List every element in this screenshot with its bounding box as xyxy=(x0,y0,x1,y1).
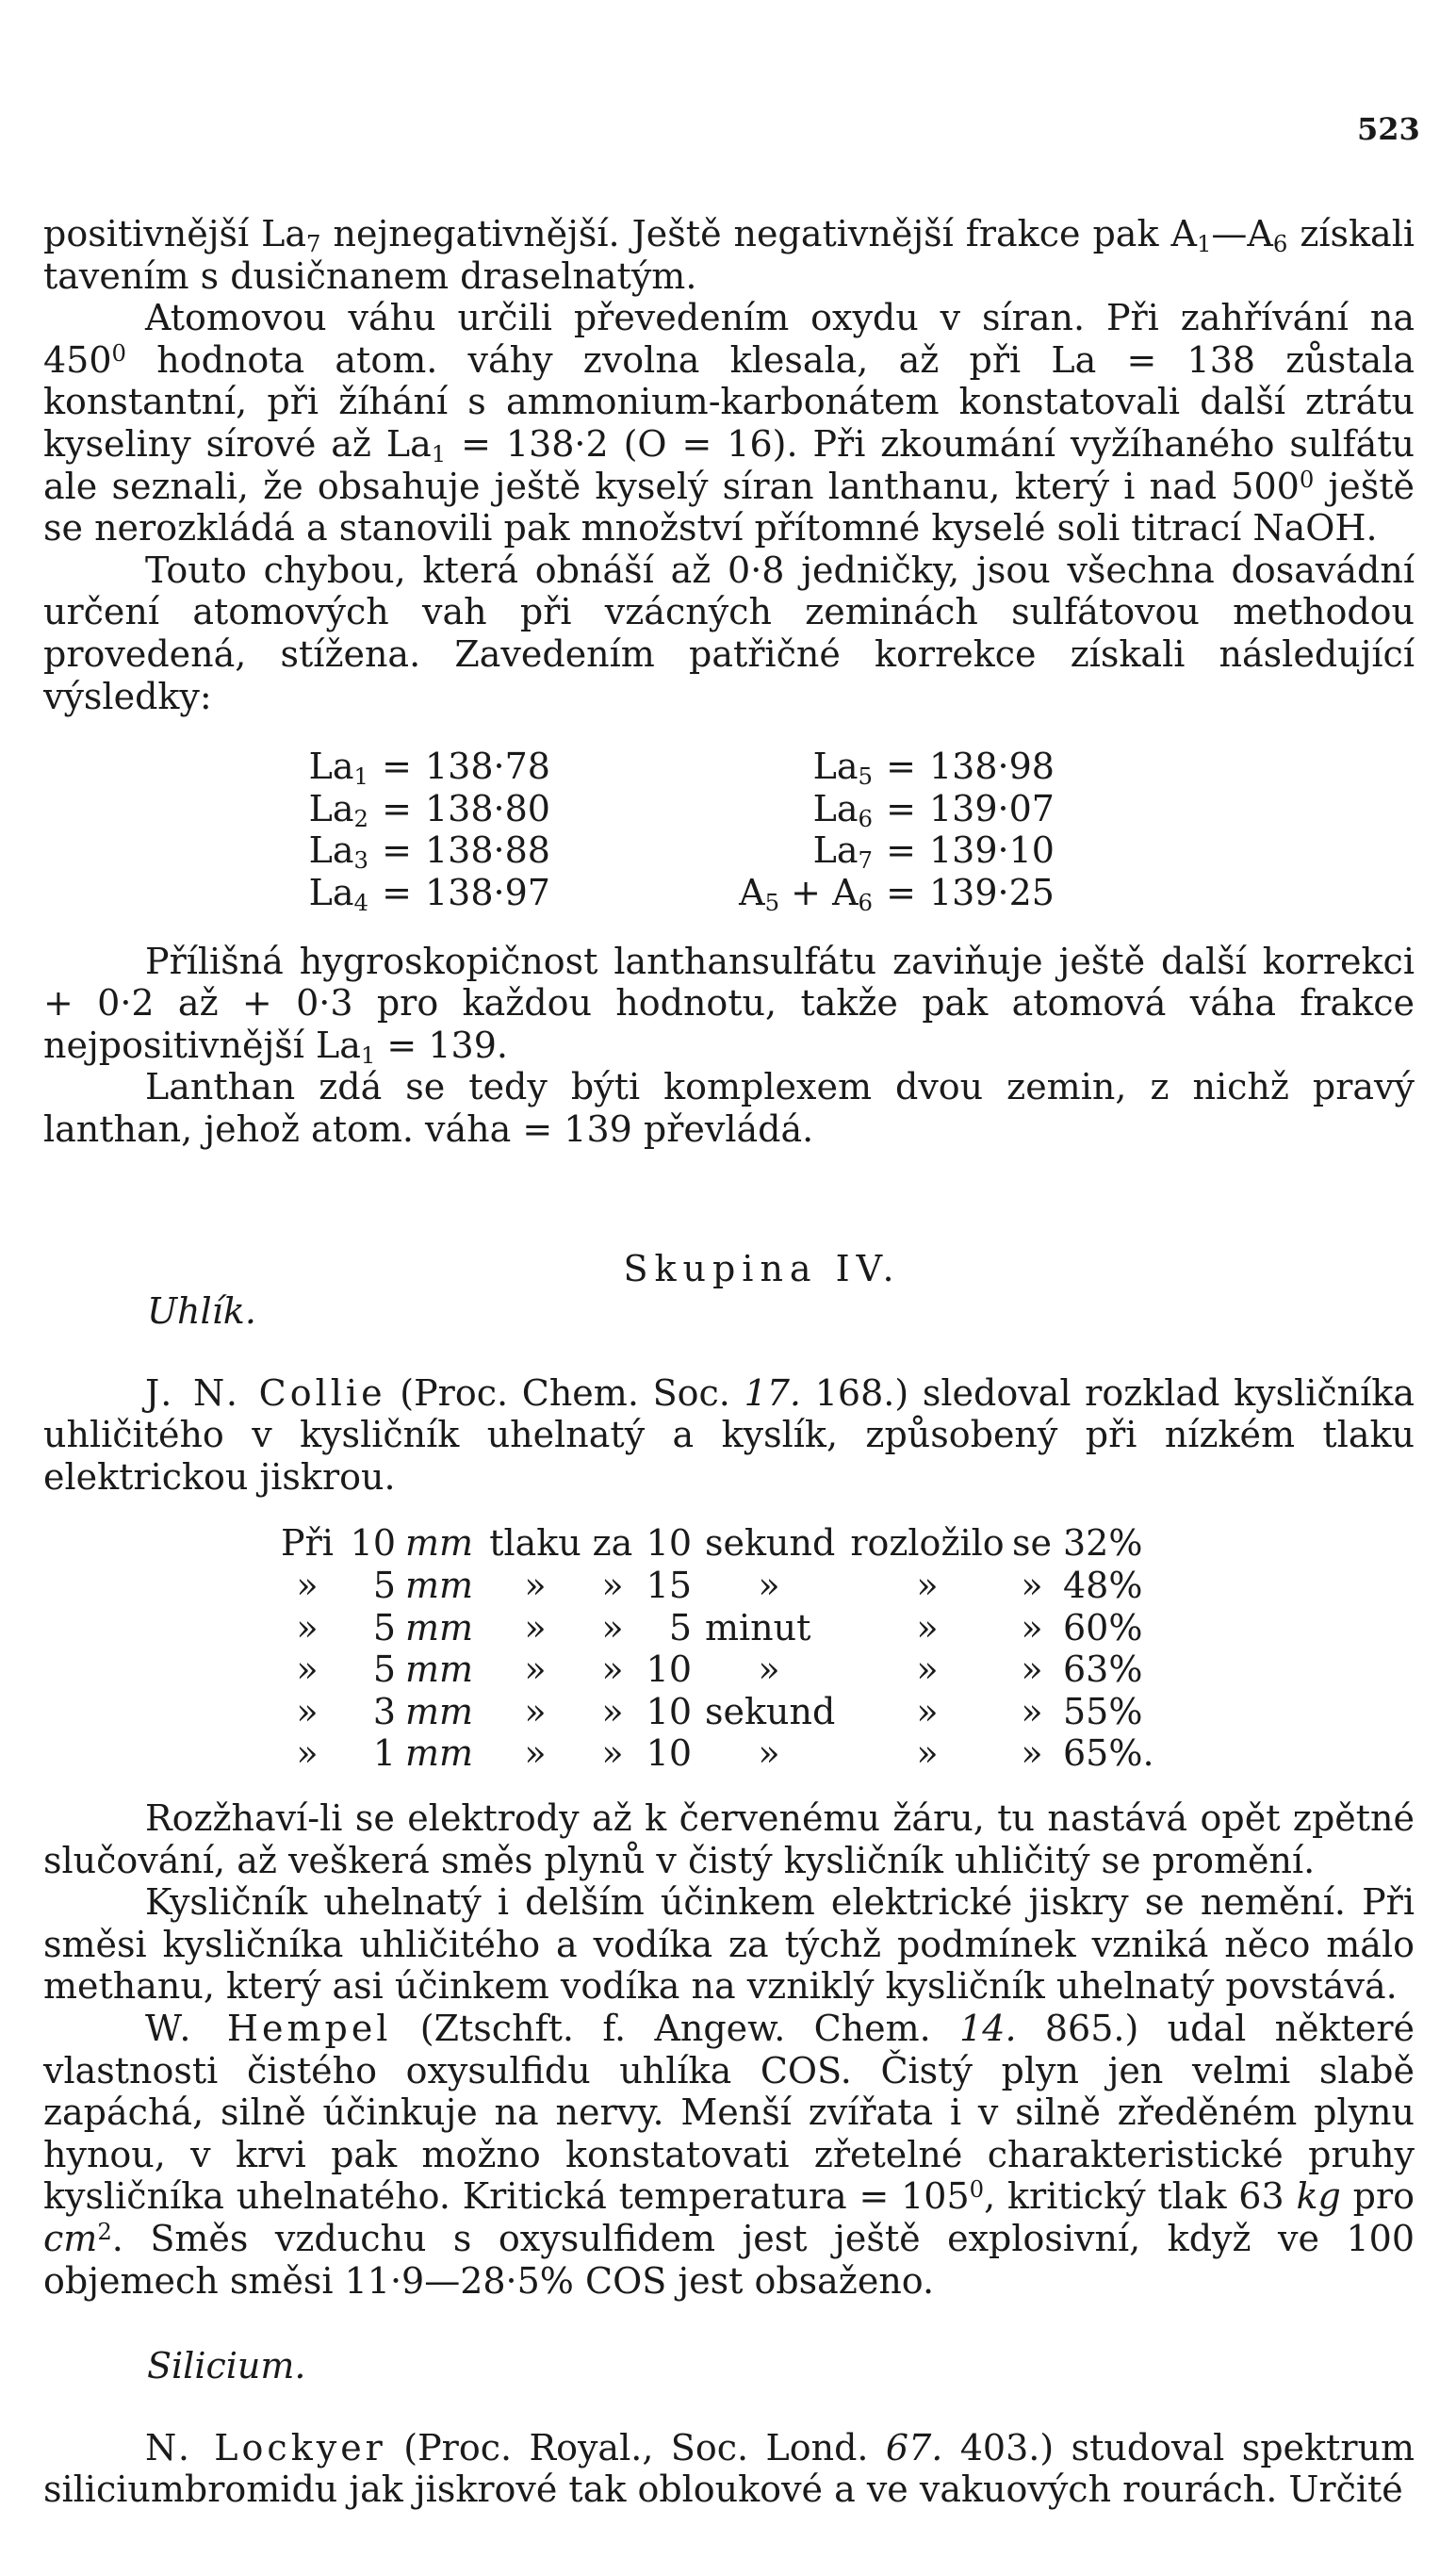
paragraph-9: W. Hempel (Ztschft. f. Angew. Chem. 14. 865.) udal některé vlastnosti čistého oxysulfidu uhlíka COS. Čistý plyn jen velmi slabě zapáchá, silně účinkuje na nervy. Menší zvířata i v silně zředěném plynu hynou, v krvi pak možno konstatovati zřetelné charakteristické pruhy kysličníka uhelnatého. Kritická temperatura = $105^0$, kritický tlak 63 kg pro $cm^2$. Směs vzduchu s oxysulfidem jest ještě explosivní, když ve 100 objemech směsi 11·9—28·5% COS jest obsaženo. xyxy=(43,2007,1415,2302)
paragraph-8: Kysličník uhelnatý i delším účinkem elektrické jiskry se nemění. Při směsi kysličníka uhličitého a vodíka za týchž podmínek vzniká něco málo methanu, který asi účinkem vodíka na vzniklý kysličník uhelnatý povstává. xyxy=(43,1881,1415,2008)
page-text xyxy=(43,213,1415,2511)
section-heading: Skupina IV. xyxy=(623,1248,901,1290)
table-row: $La_1$ = 138·78 $La_5$ = 138·98 xyxy=(308,746,1055,791)
table-row: » 5 mm » » 5 minut » » 60% xyxy=(296,1606,1143,1648)
table-row: $La_2$ = 138·80 $La_6$ = 139·07 xyxy=(308,787,1055,832)
paragraph-4: Přílišná hygroskopičnost lanthansulfátu zaviňuje ještě další korrekci + 0·2 až + 0·3 pro každou hodnotu, takže pak atomová váha frakce nejpositivnější $La_1 = 139$. xyxy=(43,940,1415,1069)
table-row: Při 10 mm tlaku za 10 sekund rozložilo se 32% xyxy=(281,1522,1143,1565)
decomposition-table xyxy=(271,1522,1167,1775)
paragraph-6: J. N. Collie (Proc. Chem. Soc. 17. 168.) sledoval rozklad kysličníka uhličitého v kysličník uhelnatý a kyslík, způsobený při nízkém tlaku elektrickou jiskrou. xyxy=(43,1371,1415,1498)
subsection-title-silicon: Silicium. xyxy=(147,2345,306,2387)
paragraph-3: Touto chybou, která obnáší až 0·8 jedničky, jsou všechna dosavádní určení atomových vah při vzácných zeminách sulfátovou methodou provedená, stížena. Zavedením patřičné korrekce získali následující výsledky: xyxy=(43,549,1415,717)
table-row: » 1 mm » » 10 » » » 65%. xyxy=(296,1732,1154,1775)
page-number: 523 xyxy=(1357,111,1420,147)
paragraph-5: Lanthan zdá se tedy býti komplexem dvou zemin, z nichž pravý lanthan, jehož atom. váha = 139 převládá. xyxy=(43,1066,1415,1150)
table-row: $La_4$ = 138·97 $A_5 + A_6$ = 139·25 xyxy=(308,871,1055,916)
table-row: » 5 mm » » 15 » » » 48% xyxy=(296,1565,1143,1607)
paragraph-2: Atomovou váhu určili převedením oxydu v síran. Při zahřívání na $450^0$ hodnota atom. váhy zvolna klesala, až při La = 138 zůstala konstantní, při žíhání s ammonium-karbonátem konstatovali další ztrátu kyseliny sírové až $La_1 = 138\cdot 2$ (O = 16). Při zkoumání vyžíhaného sulfátu ale seznali, že obsahuje ještě kyselý síran lanthanu, který i nad $500^0$ ještě se nerozkládá a stanovili pak množství přítomné kyselé soli titrací NaOH. xyxy=(43,297,1415,549)
table-row: $La_3$ = 138·88 $La_7$ = 139·10 xyxy=(308,829,1055,875)
atomic-weights-table xyxy=(43,746,1089,916)
paragraph-10: N. Lockyer (Proc. Royal., Soc. Lond. 67. 403.) studoval spektrum siliciumbromidu jak jiskrové tak obloukové a ve vakuových rourách. Určité xyxy=(43,2426,1415,2511)
paragraph-7: Rozžhaví-li se elektrody až k červenému žáru, tu nastává opět zpětné slučování, až veškerá směs plynů v čistý kysličník uhličitý se promění. xyxy=(43,1797,1415,1881)
table-row: » 5 mm » » 10 » » » 63% xyxy=(296,1648,1143,1691)
subsection-title-carbon: Uhlík. xyxy=(147,1290,256,1333)
table-row: » 3 mm » » 10 sekund » » 55% xyxy=(296,1690,1143,1732)
paragraph-1: positivnější $La_7$ nejnegativnější. Ještě negativnější frakce pak $A_1—A_6$ získali tavením s dusičnanem draselnatým. xyxy=(43,213,1415,297)
